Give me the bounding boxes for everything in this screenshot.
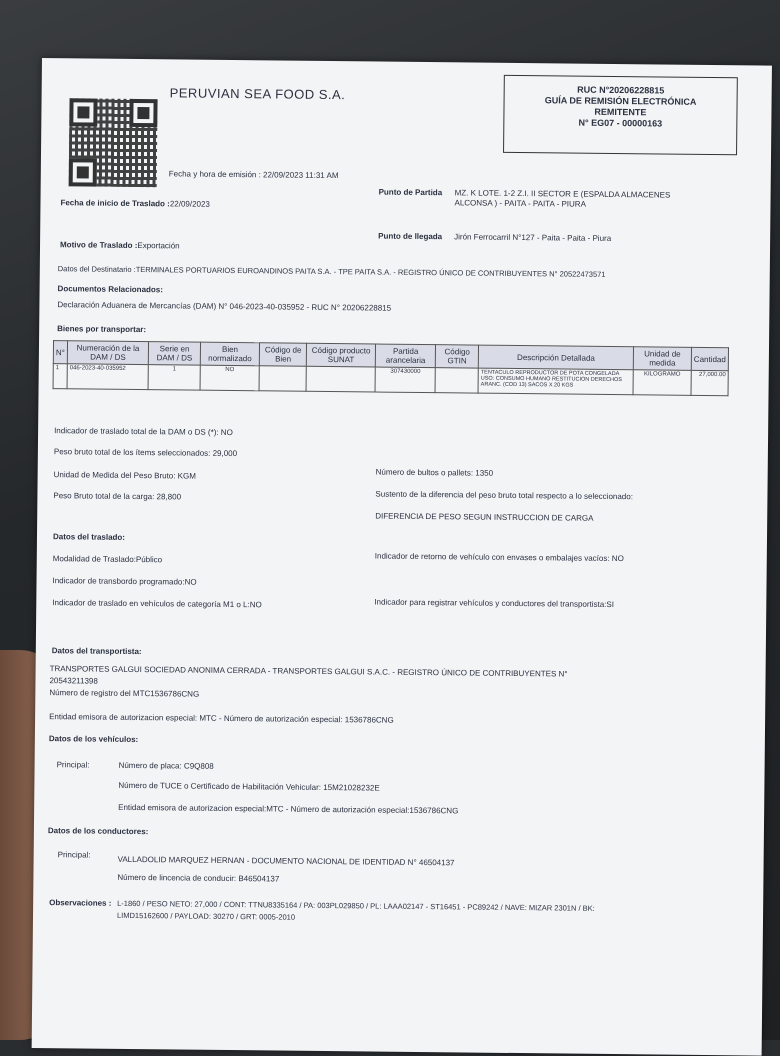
justification-value: DIFERENCIA DE PESO SEGUN INSTRUCCION DE CARGA xyxy=(375,511,594,523)
observations-line1: L-1860 / PESO NETO: 27,000 / CONT: TTNU8335164 / PA: 003PL029850 / PL: LAAA02147 - ST16451 - PC89242 / NAVE: MIZAR 2301N / BK: xyxy=(117,898,595,913)
gross-total: Peso Bruto total de la carga: 28,800 xyxy=(53,491,182,502)
transshipment: Indicador de transbordo programado:NO xyxy=(52,576,197,587)
vehicle-entity: Entidad emisora de autorizacion especial:MTC - Número de autorización especial:1536786CNG xyxy=(118,802,459,816)
drivers-title: Datos de los conductores: xyxy=(47,826,149,837)
observations-line2: LIMD15162600 / PAYLOAD: 30270 / GRT: 0005-2010 xyxy=(116,910,296,922)
table-cell: TENTACULO REPRODUCTOR DE POTA CONGELADA USO: CONSUMO HUMANO RESTITUCION DERECHOS ARANC. (COD 13) SACOS X 20 KGS xyxy=(478,368,633,395)
carrier-name-line2: 20543211398 xyxy=(49,676,98,686)
vehicles-title: Datos de los vehículos: xyxy=(48,734,139,745)
table-cell: KILOGRAMO xyxy=(633,370,691,396)
table-cell xyxy=(435,368,478,393)
packages: Número de bultos o pallets: 1350 xyxy=(375,467,494,478)
recipient: Datos del Destinatario :TERMINALES PORTUARIOS EUROANDINOS PAITA S.A. - TPE PAITA S.A. - REGISTRO ÚNICO DE CONTRIBUYENTES N° 20522473571 xyxy=(57,264,606,279)
goods-label: Bienes por transportar: xyxy=(57,324,147,335)
origin-line2: ALCONSA ) - PAITA - PAITA - PIURA xyxy=(454,198,586,209)
origin-line1: MZ. K LOTE. 1-2 Z.I. II SECTOR E (ESPALDA ALMACENES xyxy=(454,188,671,200)
carrier-entity: Entidad emisora de autorizacion especial: MTC - Número de autorización especial: 1536786CNG xyxy=(49,712,394,725)
carrier-name-line1: TRANSPORTES GALGUI SOCIEDAD ANONIMA CERRADA - TRANSPORTES GALGUI S.A.C. - REGISTRO ÚNICO DE CONTRIBUYENTES N° xyxy=(49,664,568,679)
table-header: Código GTIN xyxy=(436,345,479,368)
related-docs-label: Documentos Relacionados: xyxy=(57,284,163,295)
goods-table xyxy=(53,340,729,396)
table-header: Cantidad xyxy=(691,347,728,370)
destination: Jirón Ferrocarril N°127 - Paita - Paita - Piura xyxy=(454,232,612,243)
driver-principal-label: Principal: xyxy=(57,850,91,860)
transfer-title: Datos del traslado: xyxy=(52,532,126,542)
table-header: Bien normalizado xyxy=(200,342,259,366)
carrier-mtc: Número de registro del MTC1536786CNG xyxy=(49,688,200,699)
carrier-title: Datos del transportista: xyxy=(51,646,142,657)
doc-type-line2: REMITENTE xyxy=(594,106,647,118)
table-header: Serie en DAM / DS xyxy=(148,342,200,366)
reason: Motivo de Traslado :Exportación xyxy=(59,240,180,251)
qr-code-icon xyxy=(69,98,158,187)
table-header: Código producto SUNAT xyxy=(307,343,376,367)
dam-indicator: Indicador de traslado total de la DAM o DS (*): NO xyxy=(54,426,233,438)
table-header: Código de Bien xyxy=(259,343,307,366)
table-header: Unidad de medida xyxy=(633,347,691,371)
destination-label: Punto de llegada xyxy=(378,231,443,242)
table-cell: 307430000 xyxy=(375,367,436,393)
table-cell: 1 xyxy=(53,364,67,389)
register-indicator: Indicador para registrar vehículos y conductores del transportista:SI xyxy=(374,597,615,610)
table-cell: 27,000.00 xyxy=(691,370,728,395)
vehicle-tuce: Número de TUCE o Certificado de Habilitación Vehicular: 15M21028232E xyxy=(118,780,380,793)
start-date: Fecha de inicio de Traslado :22/09/2023 xyxy=(60,198,210,209)
vehicle-plate: Número de placa: C9Q808 xyxy=(118,760,214,771)
table-cell: NO xyxy=(200,365,259,391)
gross-items: Peso bruto total de los ítems seleccionados: 29,000 xyxy=(53,447,238,459)
driver-name: VALLADOLID MARQUEZ HERNAN - DOCUMENTO NACIONAL DE IDENTIDAD N° 46504137 xyxy=(117,854,455,868)
doc-type-line1: GUÍA DE REMISIÓN ELECTRÓNICA xyxy=(544,95,697,107)
table-cell xyxy=(259,366,307,391)
ruc-box xyxy=(503,75,738,155)
table-header: Descripción Detallada xyxy=(478,345,633,370)
vehicle-principal-label: Principal: xyxy=(56,760,90,770)
emission-date: Fecha y hora de emisión : 22/09/2023 11:31 AM xyxy=(168,169,339,181)
table-header: Partida arancelaria xyxy=(375,344,436,368)
table-cell: 1 xyxy=(148,365,200,391)
document-page xyxy=(32,58,772,1056)
doc-number: N° EG07 - 00000163 xyxy=(578,117,663,129)
observations-label: Observaciones : xyxy=(49,898,112,908)
table-header: Numeración de la DAM / DS xyxy=(67,341,148,365)
origin-label: Punto de Partida xyxy=(378,187,443,198)
table-cell xyxy=(306,366,375,392)
ruc-number: RUC N°20206228815 xyxy=(577,84,665,96)
m1-indicator: Indicador de traslado en vehículos de categoría M1 o L:NO xyxy=(52,598,262,610)
driver-license: Número de lincencia de conducir: B46504137 xyxy=(117,872,280,884)
table-header: N° xyxy=(53,341,67,364)
related-docs: Declaración Aduanera de Mercancías (DAM) N° 046-2023-40-035952 - RUC N° 20206228815 xyxy=(57,300,392,313)
return-indicator: Indicador de retorno de vehículo con envases o embalajes vacíos: NO xyxy=(374,551,624,564)
transfer-modality: Modalidad de Traslado:Público xyxy=(52,554,163,565)
company-name: PERUVIAN SEA FOOD S.A. xyxy=(169,85,346,103)
table-cell: 046-2023-40-035952 xyxy=(67,364,148,390)
unit: Unidad de Medida del Peso Bruto: KGM xyxy=(53,470,196,481)
justification: Sustento de la diferencia del peso bruto total respecto a lo seleccionado: xyxy=(375,489,633,502)
